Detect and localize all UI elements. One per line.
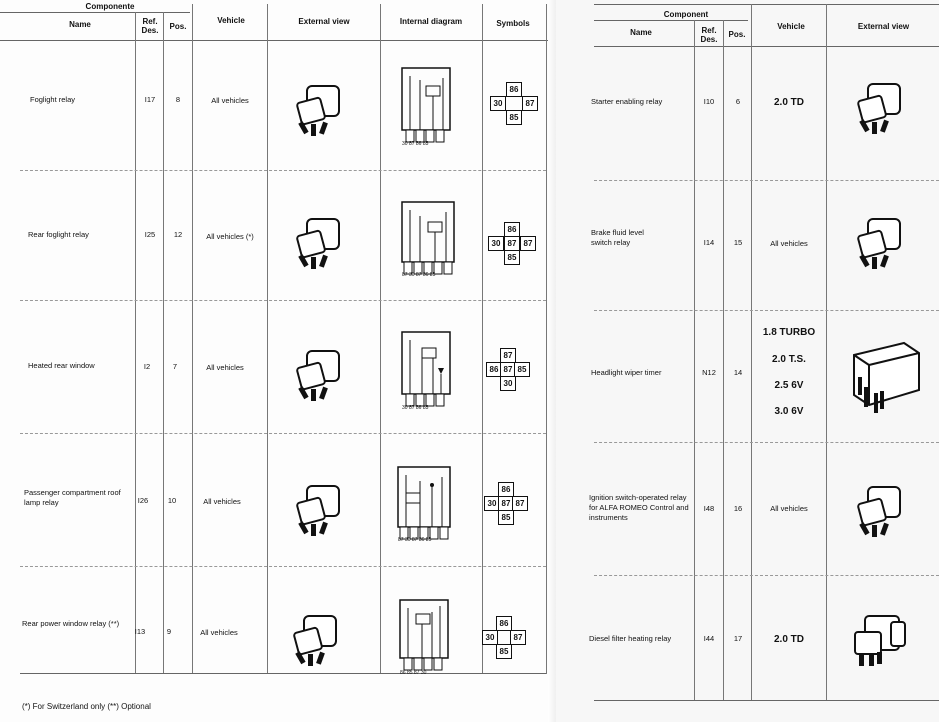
r-row5-ref: I44 bbox=[703, 634, 715, 643]
table-bottom-rule bbox=[20, 673, 546, 674]
col-divider bbox=[380, 4, 381, 674]
r-row3-pos: 14 bbox=[733, 368, 743, 377]
header-bottom-rule bbox=[594, 46, 939, 47]
internal-diagram-icon bbox=[396, 465, 454, 543]
row5-ref: I13 bbox=[134, 627, 146, 636]
symbol-85: 85 bbox=[514, 362, 530, 377]
col-divider bbox=[751, 4, 752, 700]
r-row4-ref: I48 bbox=[703, 504, 715, 513]
symbol-87: 87 bbox=[520, 236, 536, 251]
header-external-view: External view bbox=[298, 17, 350, 26]
relay-external-view-icon bbox=[856, 215, 906, 270]
col-divider bbox=[267, 4, 268, 674]
row3-name: Heated rear window bbox=[28, 361, 95, 370]
row-separator bbox=[594, 180, 939, 181]
internal-diagram-icon bbox=[398, 598, 453, 678]
row-separator bbox=[20, 300, 546, 301]
symbol-86: 86 bbox=[496, 616, 512, 631]
relay-external-view-icon bbox=[295, 482, 345, 537]
symbol-86: 86 bbox=[504, 222, 520, 237]
r-row4-pos: 16 bbox=[733, 504, 743, 513]
row5-pos: 9 bbox=[166, 627, 172, 636]
r-row2-name: Brake fluid level switch relay bbox=[591, 228, 644, 247]
row4-name: Passenger compartment roof lamp relay bbox=[24, 488, 121, 507]
pin-labels: 30 87 86 85 bbox=[402, 405, 429, 411]
row2-name: Rear foglight relay bbox=[28, 230, 89, 239]
header-vehicle: Vehicle bbox=[217, 16, 245, 25]
r-row3-vehicle-line3: 2.5 6V bbox=[774, 380, 804, 391]
header-pos: Pos. bbox=[728, 30, 746, 39]
symbol-87: 87 bbox=[522, 96, 538, 111]
row3-pos: 7 bbox=[172, 362, 178, 371]
symbol-87: 87 bbox=[500, 362, 516, 377]
header-vehicle: Vehicle bbox=[777, 22, 805, 31]
pin-labels: 86 85 87 30 bbox=[400, 670, 427, 676]
col-divider bbox=[192, 4, 193, 674]
right-group-header: Component bbox=[663, 10, 709, 19]
row3-ref: I2 bbox=[143, 362, 151, 371]
row2-ref: I25 bbox=[144, 230, 156, 239]
header-name: Name bbox=[630, 28, 652, 37]
symbol-30: 30 bbox=[482, 630, 498, 645]
r-row3-vehicle-line1: 1.8 TURBO bbox=[762, 327, 816, 338]
pin-labels: 87 30 87 86 85 bbox=[398, 537, 432, 543]
internal-diagram-icon bbox=[400, 66, 455, 146]
internal-diagram-icon bbox=[400, 330, 455, 410]
row-separator bbox=[20, 566, 546, 567]
row5-name: Rear power window relay (**) bbox=[22, 619, 120, 628]
row4-ref: I26 bbox=[137, 496, 149, 505]
col-divider bbox=[482, 4, 483, 674]
row4-vehicle: All vehicles bbox=[203, 497, 241, 506]
r-row3-name: Headlight wiper timer bbox=[591, 368, 662, 377]
r-row4-vehicle: All vehicles bbox=[770, 504, 808, 513]
r-row3-vehicle-line2: 2.0 T.S. bbox=[772, 354, 806, 365]
header-internal-diagram: Internal diagram bbox=[399, 17, 463, 26]
header-bottom-rule bbox=[0, 40, 548, 41]
r-row2-vehicle: All vehicles bbox=[770, 239, 808, 248]
header-ref: Ref. Des. bbox=[700, 26, 718, 44]
table-bottom-rule bbox=[594, 700, 939, 701]
col-divider bbox=[723, 20, 724, 700]
row2-pos: 12 bbox=[173, 230, 183, 239]
relay-external-view-icon bbox=[292, 612, 342, 667]
r-row5-vehicle: 2.0 TD bbox=[773, 634, 804, 645]
symbol-87: 87 bbox=[504, 236, 520, 251]
row-separator bbox=[594, 575, 939, 576]
row-separator bbox=[594, 442, 939, 443]
timer-external-view-icon bbox=[844, 335, 924, 420]
pin-labels: 30 87 86 85 bbox=[402, 141, 429, 147]
internal-diagram-icon bbox=[400, 200, 458, 278]
row1-vehicle: All vehicles bbox=[211, 96, 249, 105]
col-divider bbox=[826, 4, 827, 700]
row1-ref: I17 bbox=[144, 95, 156, 104]
r-row2-pos: 15 bbox=[733, 238, 743, 247]
header-top-rule bbox=[594, 4, 939, 5]
row3-vehicle: All vehicles bbox=[206, 363, 244, 372]
row-separator bbox=[594, 310, 939, 311]
symbol-30: 30 bbox=[484, 496, 500, 511]
row1-name: Foglight relay bbox=[30, 95, 76, 104]
symbol-85: 85 bbox=[496, 644, 512, 659]
relay-external-view-icon bbox=[295, 82, 345, 137]
symbol-85: 85 bbox=[506, 110, 522, 125]
r-row3-vehicle-line4: 3.0 6V bbox=[774, 406, 804, 417]
symbol-87: 87 bbox=[512, 496, 528, 511]
symbol-85: 85 bbox=[504, 250, 520, 265]
r-row1-ref: I10 bbox=[703, 97, 715, 106]
symbol-87: 87 bbox=[498, 496, 514, 511]
r-row5-pos: 17 bbox=[733, 634, 743, 643]
left-group-header: Componente bbox=[85, 2, 135, 11]
header-ref: Ref. Des. bbox=[141, 17, 159, 35]
relay-external-view-icon bbox=[856, 483, 906, 538]
row5-vehicle: All vehicles bbox=[200, 628, 238, 637]
symbol-30: 30 bbox=[490, 96, 506, 111]
row-separator bbox=[20, 433, 546, 434]
r-row1-pos: 6 bbox=[735, 97, 741, 106]
relay-external-view-icon bbox=[295, 347, 345, 402]
symbol-87: 87 bbox=[500, 348, 516, 363]
col-divider bbox=[163, 12, 164, 674]
symbol-85: 85 bbox=[498, 510, 514, 525]
r-row5-name: Diesel filter heating relay bbox=[589, 634, 672, 643]
header-external-view: External view bbox=[857, 22, 910, 31]
row-separator bbox=[20, 170, 546, 171]
header-rule bbox=[594, 20, 748, 21]
header-pos: Pos. bbox=[169, 22, 187, 31]
heating-relay-external-view-icon bbox=[851, 612, 911, 672]
col-divider bbox=[694, 20, 695, 700]
header-symbols: Symbols bbox=[496, 19, 530, 28]
symbol-86: 86 bbox=[506, 82, 522, 97]
col-divider bbox=[135, 12, 136, 674]
row4-pos: 10 bbox=[167, 496, 177, 505]
pin-labels: 87 30 87 86 85 bbox=[402, 272, 436, 278]
relay-external-view-icon bbox=[295, 215, 345, 270]
symbol-86: 86 bbox=[498, 482, 514, 497]
symbol-30: 30 bbox=[500, 376, 516, 391]
relay-external-view-icon bbox=[856, 80, 906, 135]
r-row1-name: Starter enabling relay bbox=[591, 97, 663, 106]
r-row1-vehicle: 2.0 TD bbox=[773, 97, 804, 108]
header-name: Name bbox=[69, 20, 91, 29]
symbol-87: 87 bbox=[510, 630, 526, 645]
r-row3-ref: N12 bbox=[702, 368, 716, 377]
header-rule bbox=[0, 12, 190, 13]
r-row4-name: Ignition switch-operated relay for ALFA ROMEO Control and instruments bbox=[589, 493, 689, 522]
symbol-86: 86 bbox=[486, 362, 502, 377]
footnote: (*) For Switzerland only (**) Optional bbox=[22, 702, 151, 711]
col-divider bbox=[546, 4, 547, 674]
symbol-30: 30 bbox=[488, 236, 504, 251]
right-page bbox=[556, 0, 939, 722]
row2-vehicle: All vehicles (*) bbox=[206, 232, 254, 241]
r-row2-ref: I14 bbox=[703, 238, 715, 247]
row1-pos: 8 bbox=[175, 95, 181, 104]
